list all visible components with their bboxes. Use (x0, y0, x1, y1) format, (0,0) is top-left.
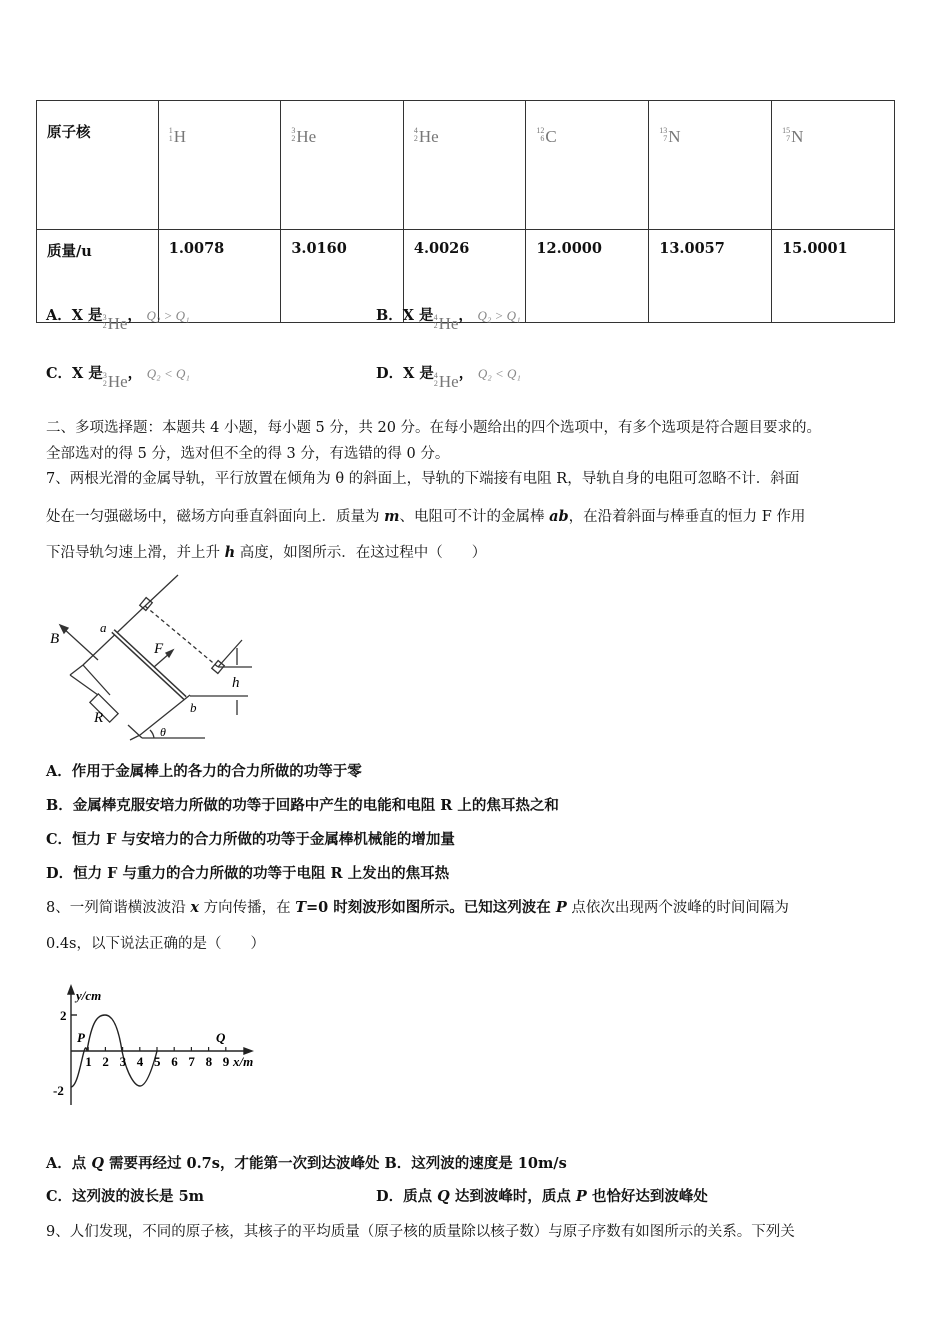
nuclide-cell: 3 2 He (281, 101, 404, 230)
nuclide-mass-table (36, 100, 895, 323)
q7-incline-rail-figure (30, 570, 270, 750)
svg-text:b: b (190, 700, 197, 715)
mass-cell: 13.0057 (649, 230, 772, 323)
q7-text-line1: 7、两根光滑的金属导轨，平行放置在倾角为 θ 的斜面上，导轨的下端接有电阻 R，导轨自身的电阻可忽略不计．斜面 (46, 471, 800, 487)
svg-text:y/cm: y/cm (76, 988, 102, 1003)
mass-cell: 1.0078 (158, 230, 281, 323)
nuclide-cell: 12 6 C (526, 101, 649, 230)
q7-option-a[interactable]: A．作用于金属棒上的各力的合力所做的功等于零 (46, 763, 362, 780)
q9-text-line1: 9、人们发现，不同的原子核，其核子的平均质量（原子核的质量除以核子数）与原子序数有如图所示的关系。下列关 (46, 1224, 795, 1240)
nuclide-cell: 13 7 N (649, 101, 772, 230)
row-header-mass: 质量/u (37, 230, 159, 323)
nuclide-cell: 15 7 N (772, 101, 895, 230)
mass-cell: 4.0026 (403, 230, 526, 323)
q6-option-b[interactable]: B．X 是 4 2 He ， Q₂ > Q₁ (376, 307, 521, 333)
x-tick-label: 6 (171, 1054, 178, 1069)
svg-text:2: 2 (60, 1008, 67, 1023)
x-tick-label: 2 (102, 1054, 109, 1069)
mass-cell: 3.0160 (281, 230, 404, 323)
svg-text:a: a (100, 620, 107, 635)
section-instructions: 全部选对的得 5 分，选对但不全的得 3 分，有选错的得 0 分。 (46, 446, 450, 462)
q7-option-c[interactable]: C．恒力 F 与安培力的合力所做的功等于金属棒机械能的增加量 (46, 831, 455, 848)
q8-option-d[interactable]: D．质点 Q 达到波峰时，质点 P 也恰好达到波峰处 (376, 1188, 708, 1205)
svg-text:B: B (50, 631, 60, 647)
q8-waveform-figure (40, 980, 270, 1110)
x-tick-label: 3 (119, 1054, 127, 1069)
mass-cell: 12.0000 (526, 230, 649, 323)
rail-upper (83, 606, 145, 665)
q8-text-line1: 8、一列简谐横波波沿 x 方向传播，在 T=0 时刻波形如图所示。已知这列波在 P 点依次出现两个波峰的时间间隔为 (46, 899, 789, 916)
section-heading: 二、多项选择题：本题共 4 小题，每小题 5 分，共 20 分。在每小题给出的四个选项中，有多个选项是符合题目要求的。 (46, 420, 822, 436)
row-header-nucleus: 原子核 (37, 101, 159, 230)
x-tick-label: 1 (85, 1054, 92, 1069)
q6-option-a[interactable]: A．X 是 3 2 He ， Q₂ > Q₁ (46, 307, 190, 333)
mass-cell: 15.0001 (772, 230, 895, 323)
q8-text-line2: 0.4s，以下说法正确的是（ ） (46, 936, 265, 952)
dashed-rod-position (145, 606, 218, 667)
q7-option-d[interactable]: D．恒力 F 与重力的合力所做的功等于电阻 R 上发出的焦耳热 (46, 865, 450, 882)
svg-text:x/m: x/m (233, 1054, 254, 1069)
q7-text-line2: 处在一匀强磁场中，磁场方向垂直斜面向上．质量为 m、电阻可不计的金属棒 ab，在沿着斜面与棒垂直的恒力 F 作用 (46, 508, 806, 525)
b-field-arrow (63, 628, 98, 660)
x-tick-label: 7 (188, 1054, 195, 1069)
svg-text:R: R (94, 710, 104, 726)
svg-text:θ: θ (160, 725, 166, 739)
q6-option-d[interactable]: D．X 是 4 2 He ， Q₂ < Q₁ (376, 365, 521, 391)
svg-text:Q: Q (216, 1030, 226, 1045)
q8-option-a-b[interactable]: A．点 Q 需要再经过 0.7s，才能第一次到达波峰处 B．这列波的速度是 10m/s (46, 1155, 567, 1172)
nuclide-cell: 1 1 H (158, 101, 281, 230)
svg-text:P: P (77, 1030, 85, 1045)
svg-text:-2: -2 (53, 1083, 64, 1098)
x-tick-label: 4 (136, 1054, 144, 1069)
x-tick-label: 9 (222, 1054, 230, 1069)
svg-text:F: F (154, 641, 164, 657)
q7-text-line3: 下沿导轨匀速上滑，并上升 h 高度，如图所示．在这过程中（ ） (46, 544, 487, 561)
q6-option-c[interactable]: C．X 是 3 2 He ， Q₂ < Q₁ (46, 365, 190, 391)
q8-option-c[interactable]: C．这列波的波长是 5m (46, 1188, 205, 1205)
q7-option-b[interactable]: B．金属棒克服安培力所做的功等于回路中产生的电能和电阻 R 上的焦耳热之和 (46, 797, 559, 814)
x-tick-label: 5 (154, 1054, 161, 1069)
nuclide-cell: 4 2 He (403, 101, 526, 230)
svg-text:h: h (232, 675, 240, 691)
x-tick-label: 8 (205, 1054, 213, 1069)
